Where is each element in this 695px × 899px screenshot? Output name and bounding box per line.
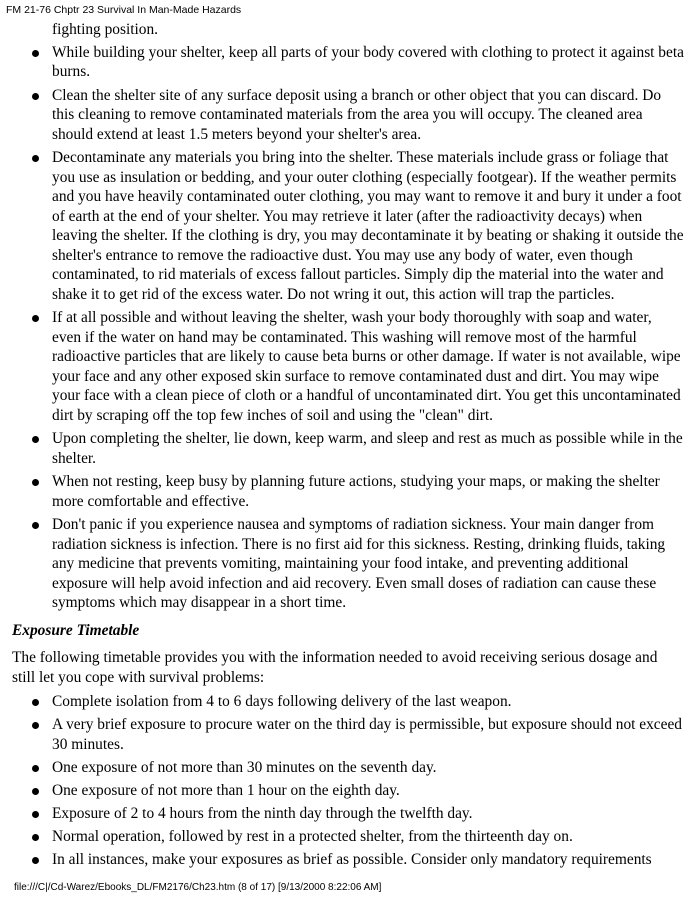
list-item-text: When not resting, keep busy by planning future actions, studying your maps, or making the shelter more comfortable and effective. bbox=[52, 473, 660, 510]
list-item bbox=[12, 429, 684, 468]
document-body bbox=[12, 20, 684, 873]
bullet-icon bbox=[32, 765, 39, 772]
continuation-text: fighting position. bbox=[52, 21, 159, 38]
list-item-text: Clean the shelter site of any surface deposit using a branch or other object that you can discard. Do this cleaning to remove contaminated materials from the area you will occupy. The cleaned area should extend at least 1.5 meters beyond your shelter's area. bbox=[52, 86, 662, 143]
list-item-text: One exposure of not more than 1 hour on the eighth day. bbox=[52, 781, 400, 799]
list-item bbox=[12, 43, 684, 82]
list-item-text: One exposure of not more than 30 minutes on the seventh day. bbox=[52, 758, 437, 776]
bullet-icon bbox=[32, 93, 39, 100]
list-item-text: If at all possible and without leaving the shelter, wash your body thoroughly with soap and water, even if the water on hand may be contaminated. This washing will remove most of the harmful radioactive particles that are likely to cause beta burns or other damage. If water is not available, wipe your face and any other exposed skin surface to remove contaminated dust and dirt. You may wipe your face with a clean piece of cloth or a handful of uncontaminated dirt. You get this uncontaminated dirt by scraping off the top few inches of soil and using the "clean" dirt. bbox=[52, 309, 681, 424]
list-item bbox=[12, 804, 684, 824]
list-item bbox=[12, 515, 684, 613]
bullet-icon bbox=[32, 699, 39, 706]
list-item bbox=[12, 758, 684, 778]
timetable-bullet-list bbox=[12, 692, 684, 869]
list-item bbox=[12, 715, 684, 754]
list-item-text: Upon completing the shelter, lie down, keep warm, and sleep and rest as much as possible while in the shelter. bbox=[52, 430, 683, 467]
list-item-text: Exposure of 2 to 4 hours from the ninth day through the twelfth day. bbox=[52, 804, 473, 822]
bullet-icon bbox=[32, 479, 39, 486]
page-footer: file:///C|/Cd-Warez/Ebooks_DL/FM2176/Ch23.htm (8 of 17) [9/13/2000 8:22:06 AM] bbox=[14, 882, 382, 893]
list-item bbox=[12, 827, 684, 847]
bullet-icon bbox=[32, 155, 39, 162]
list-item-text: While building your shelter, keep all parts of your body covered with clothing to protect it against beta burns. bbox=[52, 43, 684, 80]
bullet-icon bbox=[32, 834, 39, 841]
bullet-icon bbox=[32, 788, 39, 795]
bullet-icon bbox=[32, 811, 39, 818]
list-item bbox=[12, 472, 684, 511]
section-heading: Exposure Timetable bbox=[12, 621, 140, 639]
list-item-text: A very brief exposure to procure water on the third day is permissible, but exposure should not exceed 30 minutes. bbox=[52, 716, 682, 753]
bullet-icon bbox=[32, 50, 39, 57]
list-item bbox=[12, 148, 684, 304]
list-item bbox=[12, 86, 684, 145]
list-item bbox=[12, 692, 684, 712]
bullet-icon bbox=[32, 857, 39, 864]
list-item-text: Don't panic if you experience nausea and symptoms of radiation sickness. Your main danger from radiation sickness is infection. There is no first aid for this sickness. Resting, drinking fluids, taking any medicine that prevents vomiting, maintaining your food intake, and preventing additional exposure will help avoid infection and aid recovery. Even small doses of radiation can cause these symptoms which may disappear in a short time. bbox=[52, 516, 666, 611]
list-item bbox=[12, 850, 684, 870]
bullet-icon bbox=[32, 436, 39, 443]
bullet-icon bbox=[32, 522, 39, 529]
bullet-icon bbox=[32, 315, 39, 322]
list-item bbox=[12, 308, 684, 425]
list-item-text: Complete isolation from 4 to 6 days following delivery of the last weapon. bbox=[52, 693, 512, 710]
list-item-text: Normal operation, followed by rest in a protected shelter, from the thirteenth day on. bbox=[52, 827, 573, 845]
bullet-icon bbox=[32, 722, 39, 729]
list-item bbox=[12, 781, 684, 801]
list-item-text: Decontaminate any materials you bring into the shelter. These materials include grass or foliage that you use as insulation or bedding, and your outer clothing (especially footgear). If the weather permits and you have heavily contaminated outer clothing, you may want to remove it and bury it under a foot of earth at the end of your shelter. You may retrieve it later (after the radioactivity decays) when leaving the shelter. If the clothing is dry, you may decontaminate it by beating or shaking it outside the shelter's entrance to remove the radioactive dust. You may use any body of water, even though contaminated, to rid materials of excess fallout particles. Simply dip the material into the water and shake it to get rid of the excess water. Do not wring it out, this action will trap the particles. bbox=[52, 149, 684, 303]
section-intro: The following timetable provides you with the information needed to avoid receiving serious dosage and still let you cope with survival problems: bbox=[12, 649, 658, 686]
page-header: FM 21-76 Chptr 23 Survival In Man-Made Hazards bbox=[6, 4, 242, 16]
list-item-text: In all instances, make your exposures as brief as possible. Consider only mandatory requirements bbox=[52, 850, 652, 868]
shelter-bullet-list bbox=[12, 43, 684, 613]
